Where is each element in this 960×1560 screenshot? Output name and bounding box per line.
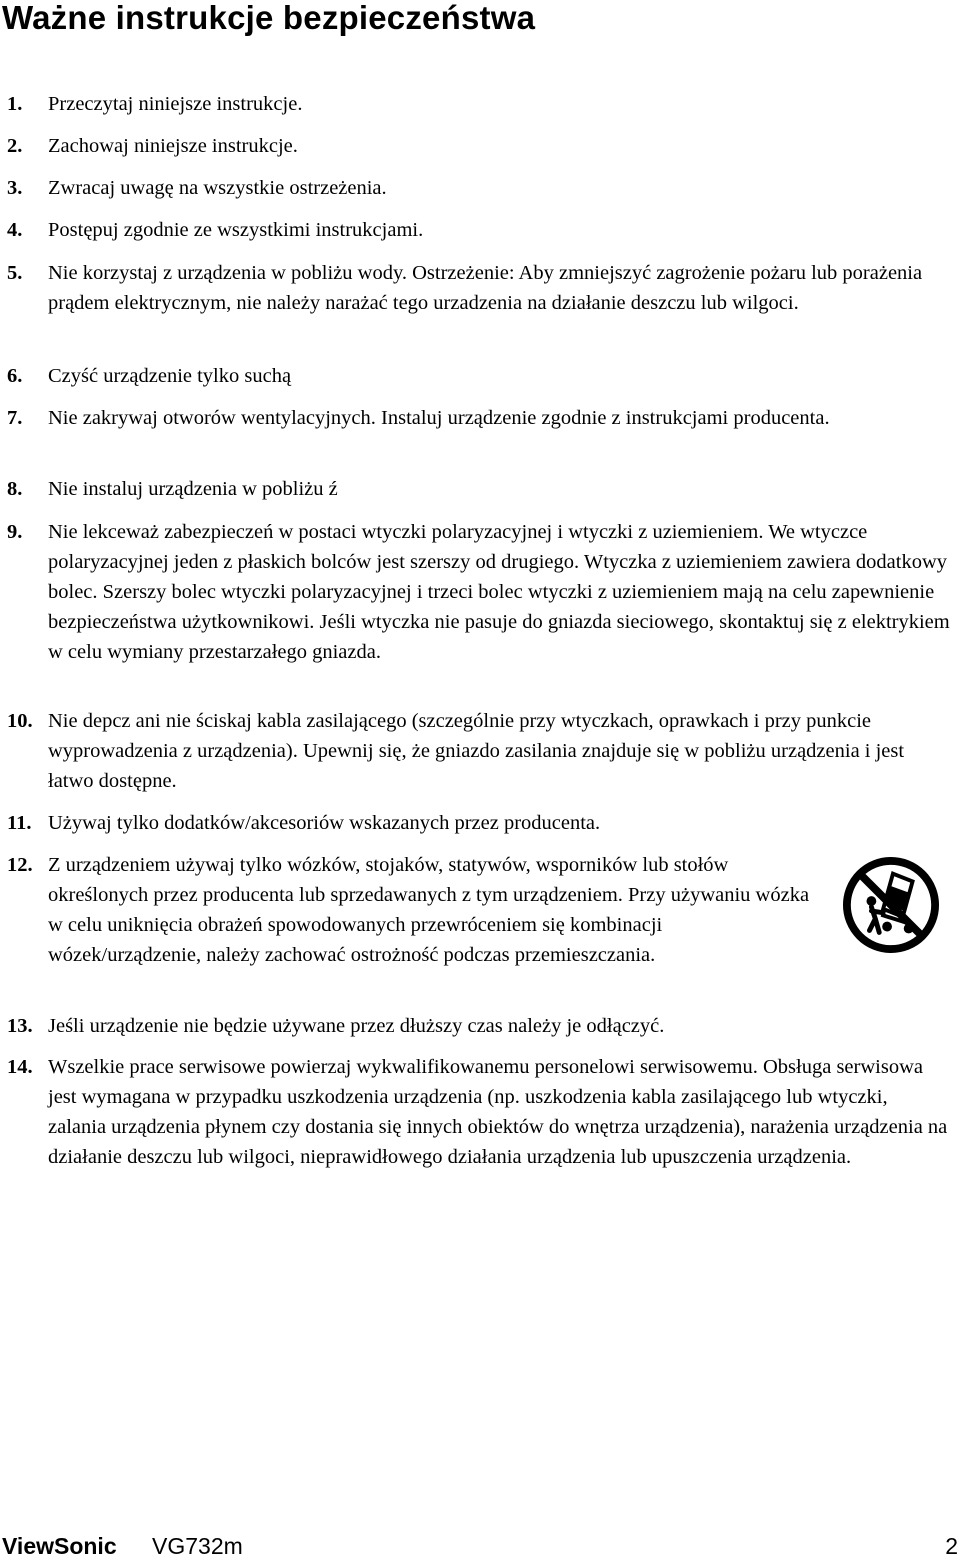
item-number: 12. (7, 854, 33, 876)
footer-page-number: 2 (945, 1533, 958, 1559)
item-text: Nie instaluj urządzenia w pobliżu ź (48, 478, 338, 500)
item-number: 9. (7, 521, 23, 543)
item-text: Przeczytaj niniejsze instrukcje. (48, 93, 303, 115)
page-title: Ważne instrukcje bezpieczeństwa (2, 0, 536, 36)
item-text: Zwracaj uwagę na wszystkie ostrzeżenia. (48, 177, 387, 199)
item-text: Postępuj zgodnie ze wszystkimi instrukcjami. (48, 219, 424, 241)
item-number: 14. (7, 1056, 33, 1078)
footer-model: VG732m (152, 1533, 243, 1559)
item-text: Nie zakrywaj otworów wentylacyjnych. Instaluj urządzenie zgodnie z instrukcjami producenta. (48, 407, 830, 429)
footer-brand: ViewSonic (2, 1533, 117, 1559)
item-text: Czyść urządzenie tylko suchą (48, 365, 292, 387)
item-text: Używaj tylko dodatków/akcesoriów wskazanych przez producenta. (48, 812, 601, 834)
item-number: 1. (7, 93, 23, 115)
item-text: Nie lekceważ zabezpieczeń w postaci wtyczki polaryzacyjnej i wtyczki z uziemieniem. We wtyczce polaryzacyjnej jeden z płaskich bolców jest szerszy od drugiego. Wtyczka z uziemieniem zawiera dodatkowy bolec. Szerszy bolec wtyczki polaryzacyjnej i trzeci bolec wtyczki z uziemieniem mają na celu zapewnienie bezpieczeństwa użytkownikowi. Jeśli wtyczka nie pasuje do gniazda sieciowego, skontaktuj się z elektrykiem w celu wymiany przestarzałego gniazda. (48, 521, 950, 663)
item-text: Z urządzeniem używaj tylko wózków, stojaków, statywów, wsporników lub stołów określonych przez producenta lub sprzedawanych z tym urządzeniem. Przy używaniu wózka w celu uniknięcia obrażeń spowodowanych przewróceniem się kombinacji wózek/urządzenie, należy zachować ostrożność podczas przemieszczania. (48, 854, 810, 966)
item-text: Jeśli urządzenie nie będzie używane przez dłuższy czas należy je odłączyć. (48, 1015, 665, 1037)
item-number: 13. (7, 1015, 33, 1037)
item-number: 2. (7, 135, 23, 157)
item-text: Zachowaj niniejsze instrukcje. (48, 135, 298, 157)
item-text: Nie depcz ani nie ściskaj kabla zasilającego (szczególnie przy wtyczkach, oprawkach i przy punkcie wyprowadzenia z urządzenia). Upewnij się, że gniazdo zasilania znajduje się w pobliżu urządzenia i jest łatwo dostępne. (48, 710, 905, 792)
item-text: Wszelkie prace serwisowe powierzaj wykwalifikowanemu personelowi serwisowemu. Obsługa serwisowa jest wymagana w przypadku uszkodzenia urządzenia (np. uszkodzenia kabla zasilającego lub wtyczki, zalania urządzenia płynem czy dostania się innych obiektów do wnętrza urządzenia), narażenia urządzenia na działanie deszczu lub wilgoci, nieprawidłowego działania urządzenia lub upuszczenia urządzenia. (48, 1056, 948, 1168)
item-number: 3. (7, 177, 23, 199)
cart-tip-over-warning-icon (842, 856, 940, 954)
item-number: 4. (7, 219, 23, 241)
item-number: 7. (7, 407, 23, 429)
item-number: 10. (7, 710, 33, 732)
item-number: 6. (7, 365, 23, 387)
item-text: Nie korzystaj z urządzenia w pobliżu wody. Ostrzeżenie: Aby zmniejszyć zagrożenie pożaru lub porażenia prądem elektrycznym, nie należy narażać tego urzadzenia na działanie deszczu lub wilgoci. (48, 262, 923, 314)
item-number: 8. (7, 478, 23, 500)
item-number: 11. (7, 812, 32, 834)
item-number: 5. (7, 262, 23, 284)
